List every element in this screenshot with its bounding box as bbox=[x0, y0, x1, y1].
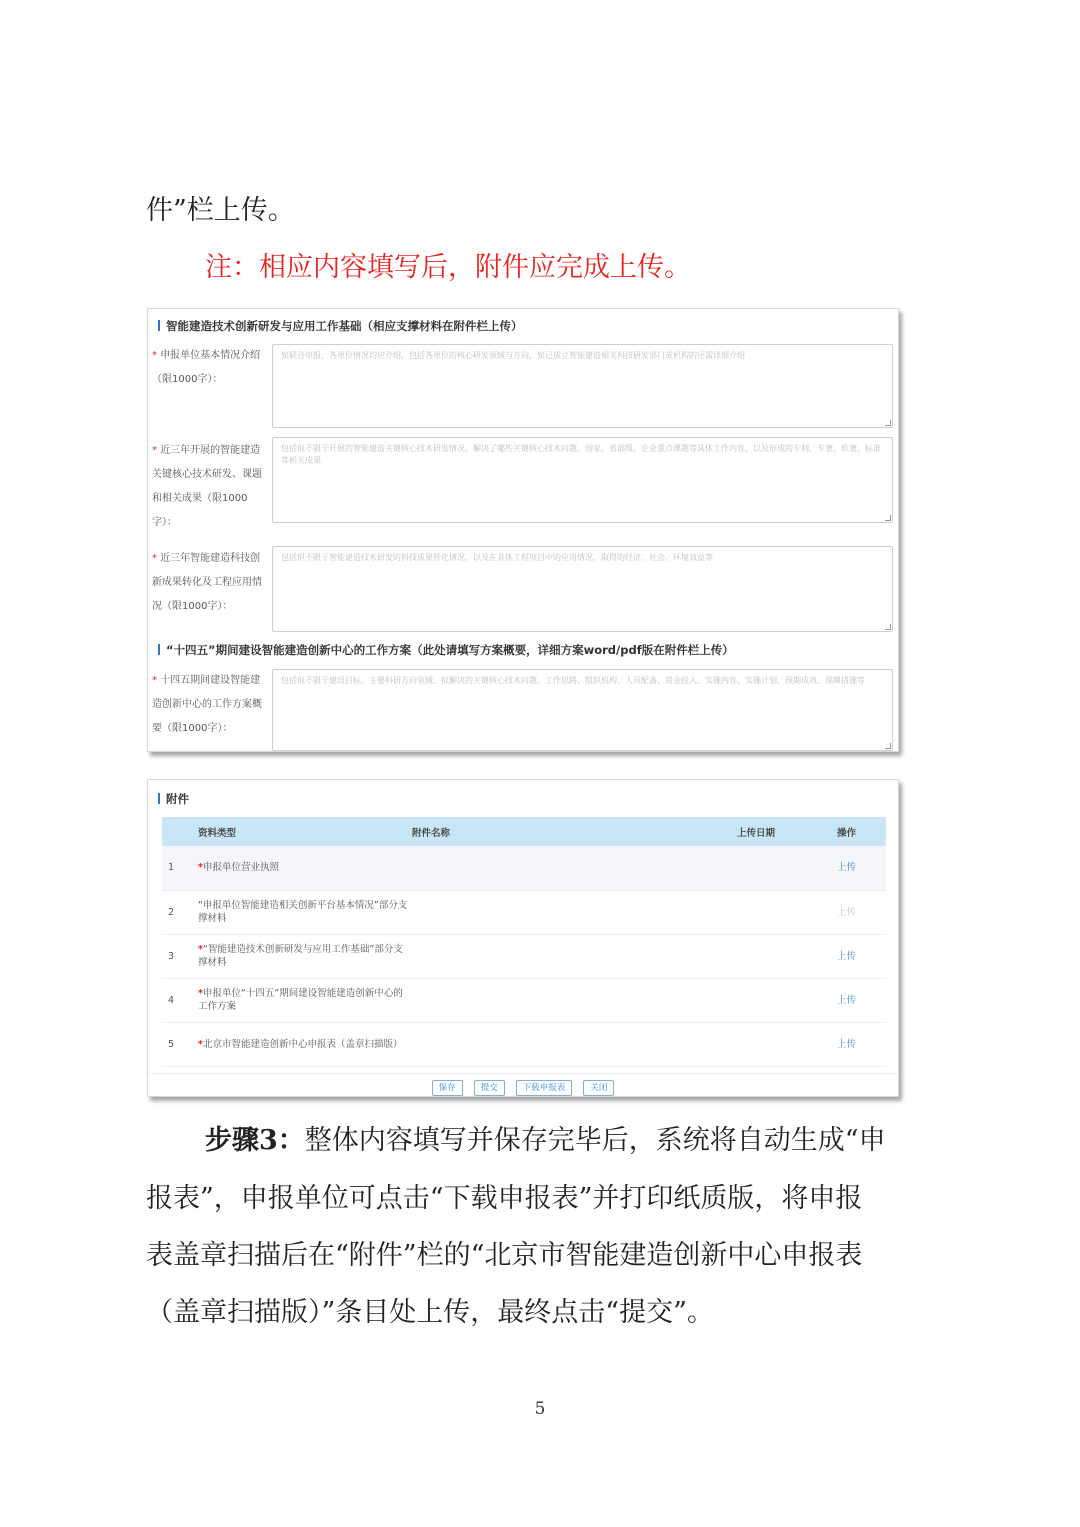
resize-handle-icon[interactable] bbox=[885, 624, 891, 630]
table-row bbox=[162, 846, 886, 890]
row-number: 4 bbox=[162, 978, 198, 1022]
row-type: “申报单位智能建造相关创新平台基本情况”部分支撑材料 bbox=[198, 890, 412, 934]
form-screenshot bbox=[147, 308, 899, 752]
achievement-textarea[interactable]: 包括但不限于智能建造技术研发的科技成果转化情况，以及在具体工程项目中的应用情况，取得的经济、社会、环境效益等 bbox=[272, 546, 893, 632]
upload-link[interactable]: 上传 bbox=[837, 994, 857, 1006]
row-type: *“智能建造技术创新研发与应用工作基础”部分支撑材料 bbox=[198, 934, 412, 978]
row-type: *北京市智能建造创新中心申报表（盖章扫描版） bbox=[198, 1022, 412, 1066]
basic-info-textarea[interactable]: 如联合申报，各单位情况均应介绍，包括各单位的核心研发领域与方向，如已成立智能建造相关科技研发部门或机构的还需详细介绍 bbox=[272, 344, 893, 428]
step3-line-1: 步骤3：整体内容填写并保存完毕后，系统将自动生成“申 bbox=[205, 1125, 886, 1156]
save-button[interactable]: 保存 bbox=[432, 1080, 463, 1096]
step3-line-2: 报表”，申报单位可点击“下载申报表”并打印纸质版，将申报 bbox=[146, 1183, 863, 1214]
upload-link[interactable]: 上传 bbox=[837, 950, 857, 962]
row-number: 1 bbox=[162, 846, 198, 890]
row-type: *申报单位“十四五”期间建设智能建造创新中心的工作方案 bbox=[198, 978, 412, 1022]
table-row bbox=[162, 1022, 886, 1066]
col-header-type: 资料类型 bbox=[198, 817, 412, 846]
field-label-basic-info: * 申报单位基本情况介绍（限1000字）： bbox=[152, 350, 261, 385]
resize-handle-icon[interactable] bbox=[885, 420, 891, 426]
close-button[interactable]: 关闭 bbox=[583, 1080, 614, 1096]
table-row bbox=[162, 890, 886, 934]
row-type: *申报单位营业执照 bbox=[198, 846, 412, 890]
row-number: 5 bbox=[162, 1022, 198, 1066]
page-number: 5 bbox=[534, 1399, 546, 1419]
resize-handle-icon[interactable] bbox=[885, 515, 891, 521]
table-row bbox=[162, 978, 886, 1022]
step3-line-4: （盖章扫描版）”条目处上传，最终点击“提交”。 bbox=[146, 1297, 714, 1328]
work-plan-textarea[interactable]: 包括但不限于建设目标、主要科研方向领域、拟解决的关键核心技术问题、工作思路、组织机构、人员配备、资金投入、实施内容、实施计划、预期成效、保障措施等 bbox=[272, 669, 893, 751]
col-header-name: 附件名称 bbox=[412, 817, 737, 846]
col-header-action: 操作 bbox=[837, 817, 886, 846]
section-marker bbox=[158, 793, 160, 804]
upload-link[interactable]: 上传 bbox=[837, 862, 857, 874]
field-label-achievement: * 近三年智能建造科技创新成果转化及工程应用情况（限1000字）： bbox=[152, 553, 262, 612]
table-row bbox=[162, 934, 886, 978]
section-title-2: “十四五”期间建设智能建造创新中心的工作方案（此处请填写方案概要，详细方案word/pdf版在附件栏上传） bbox=[158, 642, 734, 658]
row-number: 2 bbox=[162, 890, 198, 934]
field-label-tech-research: * 近三年开展的智能建造关键核心技术研发、课题和相关成果（限1000字）： bbox=[152, 445, 262, 528]
tech-research-textarea[interactable]: 包括但不限于开展的智能建造关键核心技术研发情况，解决了哪些关键核心技术问题，国家、省部级、企业重点课题等具体工作内容，以及形成的专利、专著、软著、标准等相关成果 bbox=[272, 437, 893, 523]
section-marker bbox=[158, 644, 160, 655]
note-line: 注：相应内容填写后，附件应完成上传。 bbox=[205, 252, 691, 283]
resize-handle-icon[interactable] bbox=[885, 743, 891, 749]
field-label-work-plan: * 十四五期间建设智能建造创新中心的工作方案概要（限1000字）： bbox=[152, 675, 262, 734]
section-title-1: 智能建造技术创新研发与应用工作基础（相应支撑材料在附件栏上传） bbox=[158, 318, 523, 334]
attachments-table bbox=[162, 817, 886, 1067]
action-button-bar bbox=[148, 1073, 898, 1093]
attachments-screenshot bbox=[147, 779, 899, 1097]
section-marker bbox=[158, 320, 160, 331]
download-form-button[interactable]: 下载申报表 bbox=[516, 1080, 573, 1096]
step3-label: 步骤3： bbox=[205, 1125, 305, 1156]
upload-link[interactable]: 上传 bbox=[837, 1038, 857, 1050]
attachments-title: 附件 bbox=[158, 791, 189, 807]
table-header-row bbox=[162, 817, 886, 846]
step3-line-3: 表盖章扫描后在“附件”栏的“北京市智能建造创新中心申报表 bbox=[146, 1240, 863, 1271]
upload-link[interactable]: 上传 bbox=[837, 906, 857, 918]
submit-button[interactable]: 提交 bbox=[474, 1080, 505, 1096]
col-header-date: 上传日期 bbox=[737, 817, 837, 846]
intro-line: 件”栏上传。 bbox=[146, 195, 295, 226]
row-number: 3 bbox=[162, 934, 198, 978]
